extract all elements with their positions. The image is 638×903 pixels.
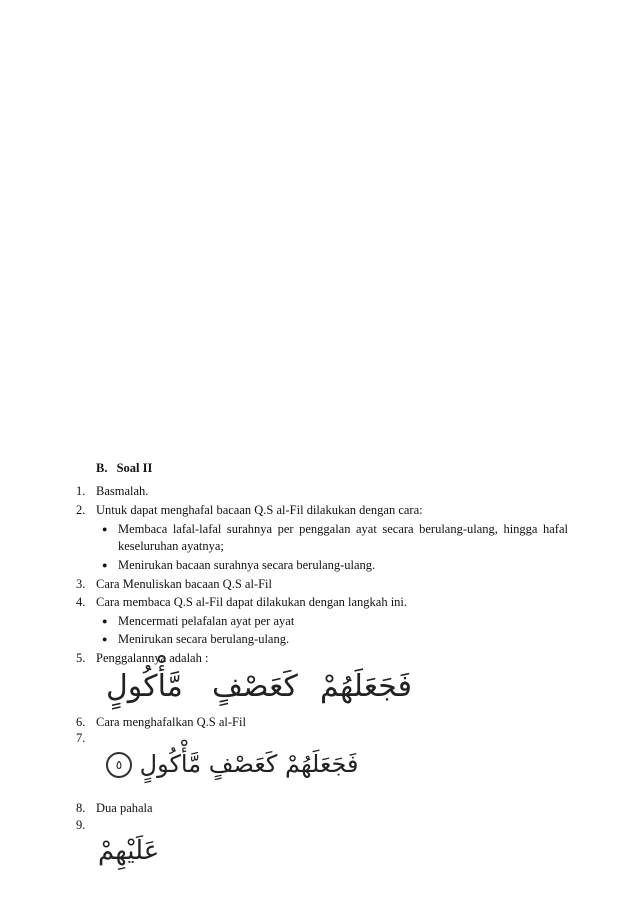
- arabic-word-9: عَلَيْهِمْ: [98, 836, 160, 866]
- bullet-icon: ●: [102, 524, 108, 534]
- arabic-word: مَّأْكُولٍ: [106, 669, 183, 704]
- item-text: Untuk dapat menghafal bacaan Q.S al-Fil dilakukan dengan cara:: [96, 503, 423, 517]
- item-text: Penggalannya adalah :: [96, 651, 209, 665]
- item-number: 5.: [76, 651, 86, 665]
- item-text: Cara membaca Q.S al-Fil dapat dilakukan dengan langkah ini.: [96, 595, 408, 609]
- bullet-icon: ●: [102, 634, 108, 644]
- section-title: Soal II: [116, 461, 153, 475]
- item-number: 9.: [76, 818, 86, 832]
- bullet-icon: ●: [102, 560, 108, 570]
- arabic-word: فَجَعَلَهُمْ: [320, 669, 412, 704]
- item-text: Basmalah.: [96, 484, 149, 498]
- item-number: 2.: [76, 503, 86, 517]
- section-heading: [96, 460, 152, 476]
- bullet-text: Menirukan secara berulang-ulang.: [118, 632, 290, 646]
- item-number: 4.: [76, 595, 86, 609]
- bullet-text: Membaca lafal-lafal surahnya per penggalan ayat secara berulang-ulang, hingga hafal: [118, 522, 568, 536]
- bullet-text: Menirukan bacaan surahnya secara berulang-ulang.: [118, 558, 376, 572]
- item-text: Dua pahala: [96, 801, 153, 815]
- arabic-verse-7: [100, 752, 359, 778]
- item-number: 7.: [76, 731, 86, 745]
- arabic-verse-text: فَجَعَلَهُمْ كَعَصْفٍ مَّأْكُولٍ: [139, 750, 359, 778]
- bullet-text: keseluruhan ayatnya;: [118, 539, 224, 553]
- item-number: 6.: [76, 715, 86, 729]
- item-number: 8.: [76, 801, 86, 815]
- ayah-number-icon: ٥: [106, 752, 132, 778]
- bullet-text: Mencermati pelafalan ayat per ayat: [118, 614, 295, 628]
- item-number: 1.: [76, 484, 86, 498]
- section-label: B.: [96, 461, 108, 475]
- item-text: Cara Menuliskan bacaan Q.S al-Fil: [96, 577, 272, 591]
- item-number: 3.: [76, 577, 86, 591]
- item-text: Cara menghafalkan Q.S al-Fil: [96, 715, 246, 729]
- bullet-icon: ●: [102, 616, 108, 626]
- arabic-word: كَعَصْفٍ: [212, 669, 298, 704]
